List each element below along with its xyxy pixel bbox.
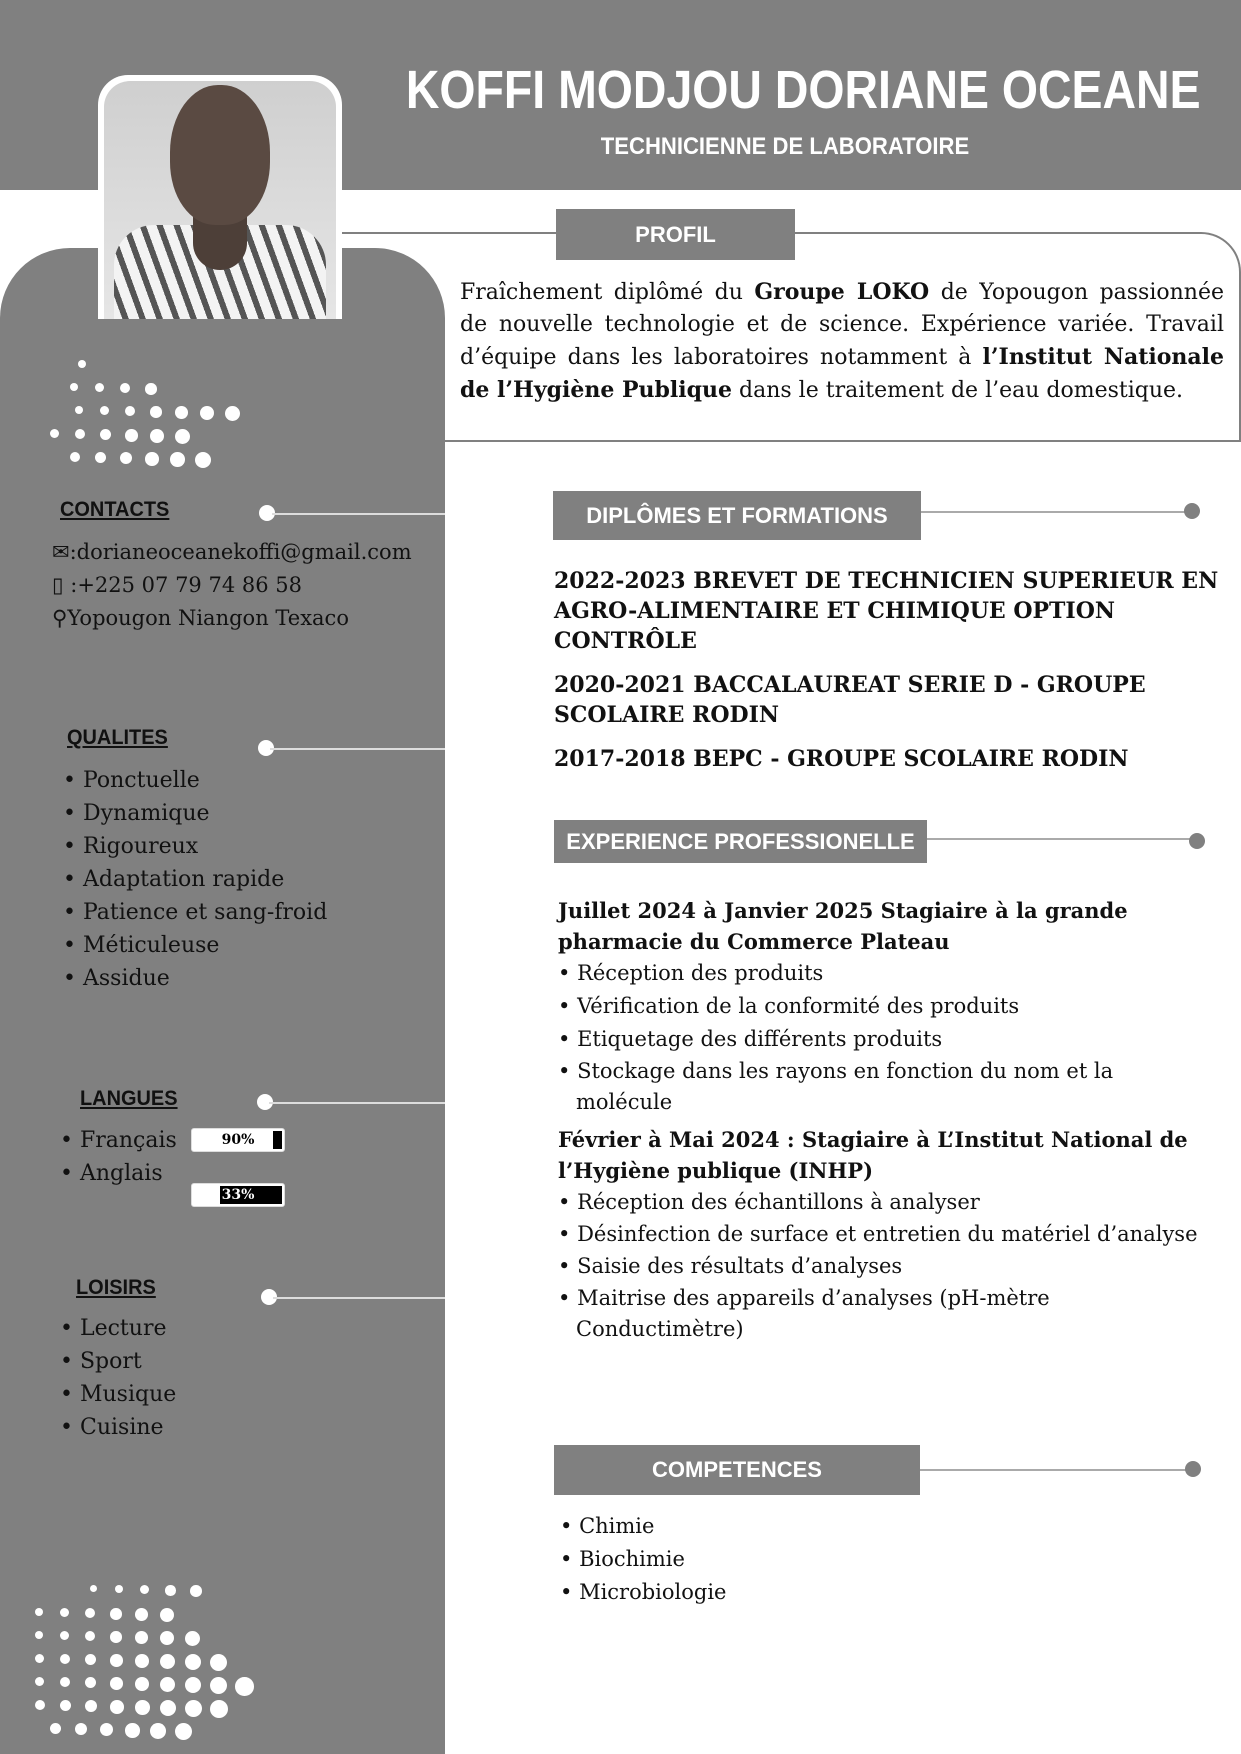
- decor-dot: [190, 1585, 202, 1597]
- decor-dot: [75, 429, 85, 439]
- divider: [273, 1297, 445, 1299]
- decor-dot: [70, 452, 80, 462]
- decor-dot: [235, 1677, 254, 1696]
- decor-dot: [100, 429, 111, 440]
- decor-dot: [85, 1677, 96, 1688]
- decor-dot: [160, 1654, 175, 1669]
- decor-dot: [175, 429, 190, 444]
- decor-dot: [160, 1677, 175, 1692]
- list-item: • Patience et sang-froid: [63, 896, 327, 929]
- decor-dot: [95, 383, 104, 392]
- decor-dot: [35, 1700, 45, 1710]
- divider: [270, 748, 445, 750]
- divider: [342, 232, 452, 234]
- divider: [272, 513, 445, 515]
- languages-list: [60, 1124, 177, 1190]
- decor-dot: [135, 1700, 150, 1715]
- divider: [921, 511, 1191, 513]
- decor-dot: [185, 1700, 202, 1717]
- hobbies-heading: LOISIRS: [76, 1276, 156, 1299]
- decor-dot: [35, 1654, 44, 1663]
- phone-icon: ▯: [52, 573, 64, 597]
- divider: [269, 1102, 445, 1104]
- decor-dot: [150, 1723, 166, 1739]
- dots-decoration-bottom: [30, 1585, 290, 1745]
- decor-dot: [125, 1723, 140, 1738]
- divider: [920, 1469, 1190, 1471]
- decor-dot: [210, 1700, 228, 1718]
- list-item: • Assidue: [63, 962, 327, 995]
- decor-dot: [110, 1608, 122, 1620]
- list-item: • Désinfection de surface et entretien du matériel d’analyse: [558, 1219, 1208, 1250]
- education-item: 2017-2018 BEPC - GROUPE SCOLAIRE RODIN: [554, 746, 1129, 772]
- skills-list: [560, 1510, 726, 1609]
- decor-dot: [85, 1608, 95, 1618]
- decor-dot: [35, 1677, 44, 1686]
- list-item: • Vérification de la conformité des produits: [558, 990, 1208, 1023]
- decor-dot: [50, 1723, 61, 1734]
- decor-dot: [110, 1631, 122, 1643]
- job-title: TECHNICIENNE DE LABORATOIRE: [600, 133, 970, 160]
- list-item: • Lecture: [60, 1312, 176, 1345]
- decor-dot: [85, 1700, 97, 1712]
- decor-dot: [110, 1700, 124, 1714]
- decor-dot: [150, 406, 162, 418]
- job-title: Juillet 2024 à Janvier 2025 Stagiaire à la grande pharmacie du Commerce Plateau: [558, 898, 1128, 954]
- decor-dot: [78, 360, 86, 368]
- decor-dot: [135, 1677, 149, 1691]
- decor-dot: [115, 1585, 123, 1593]
- decor-dot: [200, 406, 214, 420]
- hobbies-list: [60, 1312, 176, 1444]
- decor-dot: [210, 1677, 227, 1694]
- decor-dot: [90, 1585, 97, 1592]
- decor-dot: [210, 1654, 227, 1671]
- decor-dot: [145, 452, 159, 466]
- list-item: • Chimie: [560, 1510, 726, 1543]
- decor-dot: [85, 1631, 95, 1641]
- decor-dot: [95, 452, 106, 463]
- education-list: [554, 566, 1230, 788]
- list-item: • Maitrise des appareils d’analyses (pH-mètre Conductimètre): [558, 1283, 1208, 1345]
- decor-dot: [175, 1723, 192, 1740]
- job-title: Février à Mai 2024 : Stagiaire à L’Institut National de l’Hygiène publique (INHP): [558, 1127, 1188, 1183]
- contact-email[interactable]: ✉:dorianeoceanekoffi@gmail.com: [52, 540, 412, 564]
- dots-decoration-top: [40, 360, 300, 475]
- decor-dot: [165, 1585, 176, 1596]
- languages-heading: LANGUES: [80, 1087, 178, 1110]
- decor-dot: [35, 1631, 43, 1639]
- experience-heading: EXPERIENCE PROFESSIONELLE: [554, 820, 927, 863]
- decor-dot: [135, 1654, 149, 1668]
- english-level-bar: 33%: [191, 1183, 285, 1207]
- decor-dot: [70, 383, 78, 391]
- qualities-list: [63, 764, 327, 995]
- contact-address: ⚲Yopougon Niangon Texaco: [52, 606, 349, 630]
- job-tasks: [558, 1186, 1208, 1345]
- divider: [927, 838, 1197, 840]
- list-item: • Saisie des résultats d’analyses: [558, 1250, 1208, 1283]
- decor-dot: [60, 1654, 70, 1664]
- education-item: 2020-2021 BACCALAUREAT SERIE D - GROUPE SCOLAIRE RODIN: [554, 672, 1146, 728]
- profile-heading: PROFIL: [556, 209, 795, 260]
- decor-dot: [120, 383, 130, 393]
- skills-heading: COMPETENCES: [554, 1445, 920, 1495]
- list-item: • Musique: [60, 1378, 176, 1411]
- list-item: • Biochimie: [560, 1543, 726, 1576]
- decor-dot: [160, 1631, 174, 1645]
- list-item: • Stockage dans les rayons en fonction du nom et la molécule: [558, 1056, 1208, 1118]
- decor-dot: [120, 452, 132, 464]
- decor-dot: [125, 429, 138, 442]
- decor-dot: [145, 383, 157, 395]
- contacts-heading: CONTACTS: [60, 498, 170, 521]
- decor-dot: [100, 1723, 113, 1736]
- job-tasks: [558, 957, 1208, 1118]
- list-item: • Microbiologie: [560, 1576, 726, 1609]
- decor-dot: [60, 1631, 69, 1640]
- decor-dot: [160, 1608, 174, 1622]
- decor-dot: [175, 406, 188, 419]
- envelope-icon: ✉: [52, 540, 70, 564]
- list-item: • Cuisine: [60, 1411, 176, 1444]
- list-item: • Etiquetage des différents produits: [558, 1023, 1208, 1056]
- decor-dot: [225, 406, 240, 421]
- decor-dot: [160, 1700, 176, 1716]
- education-item: 2022-2023 BREVET DE TECHNICIEN SUPERIEUR EN AGRO-ALIMENTAIRE ET CHIMIQUE OPTION CONTRÔLE: [554, 568, 1219, 654]
- experience-list: [558, 895, 1208, 1345]
- contact-phone: ▯ :+225 07 79 74 86 58: [52, 573, 302, 597]
- list-item: • Réception des échantillons à analyser: [558, 1186, 1208, 1219]
- decor-dot: [185, 1631, 200, 1646]
- list-item: • Adaptation rapide: [63, 863, 327, 896]
- decor-dot: [135, 1608, 148, 1621]
- decor-dot: [75, 1723, 87, 1735]
- dot: [1184, 503, 1200, 519]
- education-heading: DIPLÔMES ET FORMATIONS: [553, 491, 921, 540]
- decor-dot: [110, 1677, 123, 1690]
- decor-dot: [75, 406, 83, 414]
- decor-dot: [185, 1677, 201, 1693]
- dot: [1189, 833, 1205, 849]
- decor-dot: [125, 406, 135, 416]
- decor-dot: [50, 429, 59, 438]
- decor-dot: [195, 452, 211, 468]
- profile-text: Fraîchement diplômé du Groupe LOKO de Yopougon passionnée de nouvelle technologie et de science. Expérience variée. Travail d’équipe dans les laboratoires notamment à l’Institut Nationale de l’Hygiène Publique dans le traitement de l’eau domestique.: [460, 279, 1225, 403]
- language-french: • Français: [60, 1124, 177, 1157]
- list-item: • Ponctuelle: [63, 764, 327, 797]
- decor-dot: [60, 1700, 71, 1711]
- decor-dot: [170, 452, 185, 467]
- decor-dot: [140, 1585, 149, 1594]
- decor-dot: [35, 1608, 43, 1616]
- profile-photo: [98, 75, 342, 319]
- candidate-name: KOFFI MODJOU DORIANE OCEANE: [405, 60, 1201, 120]
- decor-dot: [150, 429, 164, 443]
- list-item: • Rigoureux: [63, 830, 327, 863]
- decor-dot: [110, 1654, 123, 1667]
- decor-dot: [60, 1677, 70, 1687]
- list-item: • Méticuleuse: [63, 929, 327, 962]
- decor-dot: [60, 1608, 69, 1617]
- qualities-heading: QUALITES: [67, 726, 168, 749]
- contacts-list: [52, 536, 412, 635]
- decor-dot: [100, 406, 109, 415]
- location-pin-icon: ⚲: [52, 606, 68, 630]
- language-english: • Anglais: [60, 1157, 177, 1190]
- list-item: • Sport: [60, 1345, 176, 1378]
- decor-dot: [85, 1654, 96, 1665]
- decor-dot: [185, 1654, 201, 1670]
- dot: [1185, 1461, 1201, 1477]
- list-item: • Réception des produits: [558, 957, 1208, 990]
- french-level-bar: 90%: [191, 1128, 285, 1152]
- list-item: • Dynamique: [63, 797, 327, 830]
- decor-dot: [135, 1631, 148, 1644]
